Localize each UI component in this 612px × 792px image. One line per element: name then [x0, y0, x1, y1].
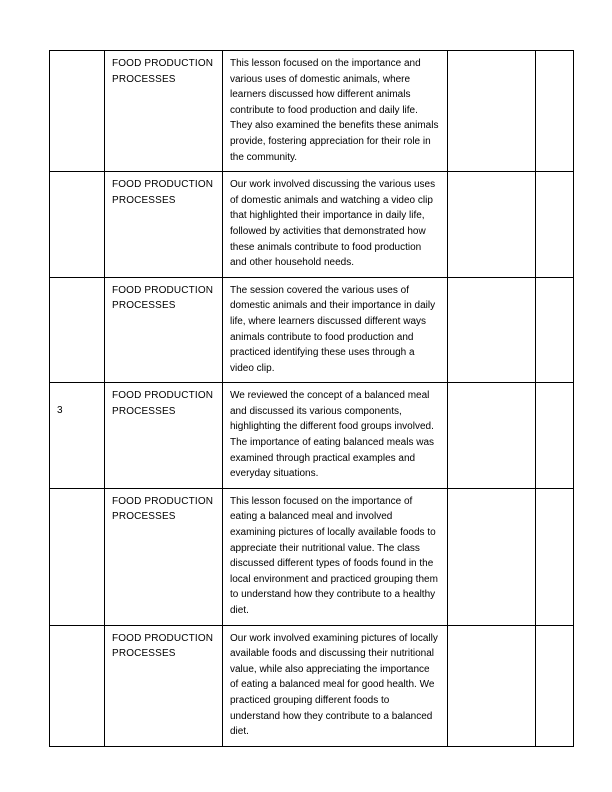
- reference-cell: [448, 51, 536, 172]
- subject-text: FOOD PRODUCTION PROCESSES: [112, 390, 214, 417]
- lesson-description-text: The session covered the various uses of domestic animals and their importance in daily life, where learners discussed different ways animals contribute to food production and practiced identifying these uses through a video clip.: [230, 284, 436, 374]
- reference-text: [448, 489, 535, 510]
- subject-cell: [105, 172, 223, 278]
- remarks-text: [536, 489, 573, 510]
- table-row: [50, 172, 574, 278]
- lesson-description-cell: [223, 172, 448, 278]
- lesson-description-cell: [223, 488, 448, 625]
- table-row: [50, 277, 574, 383]
- subject-cell: [105, 488, 223, 625]
- lesson-description-text: This lesson focused on the importance and various uses of domestic animals, where learners discussed how different animals contribute to food production and daily life. They also examined the benefits these animals provide, fostering appreciation for their role in the community.: [230, 58, 439, 163]
- table-body: [50, 51, 574, 747]
- lesson-description-cell: [223, 625, 448, 746]
- week-number-cell: [50, 172, 105, 278]
- week-number-cell: [50, 383, 105, 489]
- subject-cell: [105, 277, 223, 383]
- week-number-text: [50, 626, 104, 652]
- reference-text: [448, 172, 535, 193]
- lesson-description-text: We reviewed the concept of a balanced meal and discussed its various components, highlighting the different food groups involved. The importance of eating balanced meals was examined through practical examples and everyday situations.: [230, 390, 435, 480]
- subject-text: FOOD PRODUCTION PROCESSES: [112, 284, 214, 312]
- subject-cell: [105, 383, 223, 489]
- remarks-cell: [536, 625, 574, 746]
- reference-cell: [448, 625, 536, 746]
- lesson-description-cell: [223, 383, 448, 489]
- reference-cell: [448, 172, 536, 278]
- week-number-text: [50, 172, 104, 198]
- reference-text: [448, 626, 535, 647]
- table-row: [50, 625, 574, 746]
- lesson-description-cell: [223, 51, 448, 172]
- week-number-cell: [50, 625, 105, 746]
- lesson-description-text: This lesson focused on the importance of eating a balanced meal and involved examining pictures of locally available foods to appreciate their nutritional value. The class discussed different types of foods found in the local environment and practiced grouping them to understand how they contribute to a healthy diet.: [230, 495, 438, 616]
- table-row: [50, 51, 574, 172]
- remarks-text: [536, 51, 573, 72]
- table-row: [50, 383, 574, 489]
- subject-text: FOOD PRODUCTION PROCESSES: [112, 179, 214, 206]
- week-number-text: [50, 51, 104, 77]
- week-number-text: [50, 489, 104, 515]
- subject-text: FOOD PRODUCTION PROCESSES: [112, 632, 214, 660]
- subject-text: FOOD PRODUCTION PROCESSES: [112, 495, 214, 523]
- week-number-cell: [50, 488, 105, 625]
- remarks-cell: [536, 488, 574, 625]
- remarks-text: [536, 278, 573, 299]
- week-number-text: [50, 278, 104, 304]
- reference-text: [448, 51, 535, 72]
- week-number-cell: [50, 51, 105, 172]
- reference-cell: [448, 488, 536, 625]
- reference-cell: [448, 277, 536, 383]
- lesson-record-table: [49, 50, 574, 747]
- subject-text: FOOD PRODUCTION PROCESSES: [112, 58, 214, 85]
- subject-cell: [105, 625, 223, 746]
- week-number-text: 3: [57, 405, 63, 417]
- table-row: [50, 488, 574, 625]
- week-number-cell: [50, 277, 105, 383]
- reference-text: [448, 383, 535, 404]
- remarks-cell: [536, 277, 574, 383]
- remarks-text: [536, 383, 573, 404]
- lesson-description-text: Our work involved discussing the various uses of domestic animals and watching a video clip that highlighted their importance in daily life, followed by activities that demonstrated how these animals contribute to food production and other household needs.: [230, 179, 436, 269]
- remarks-text: [536, 172, 573, 193]
- subject-cell: [105, 51, 223, 172]
- lesson-description-text: Our work involved examining pictures of locally available foods and discussing their nutritional value, while also appreciating the importance of eating a balanced meal for good health. We practiced grouping different foods to understand how they contribute to a balanced diet.: [230, 632, 438, 738]
- remarks-text: [536, 626, 573, 647]
- lesson-description-cell: [223, 277, 448, 383]
- reference-cell: [448, 383, 536, 489]
- remarks-cell: [536, 172, 574, 278]
- remarks-cell: [536, 383, 574, 489]
- reference-text: [448, 278, 535, 299]
- remarks-cell: [536, 51, 574, 172]
